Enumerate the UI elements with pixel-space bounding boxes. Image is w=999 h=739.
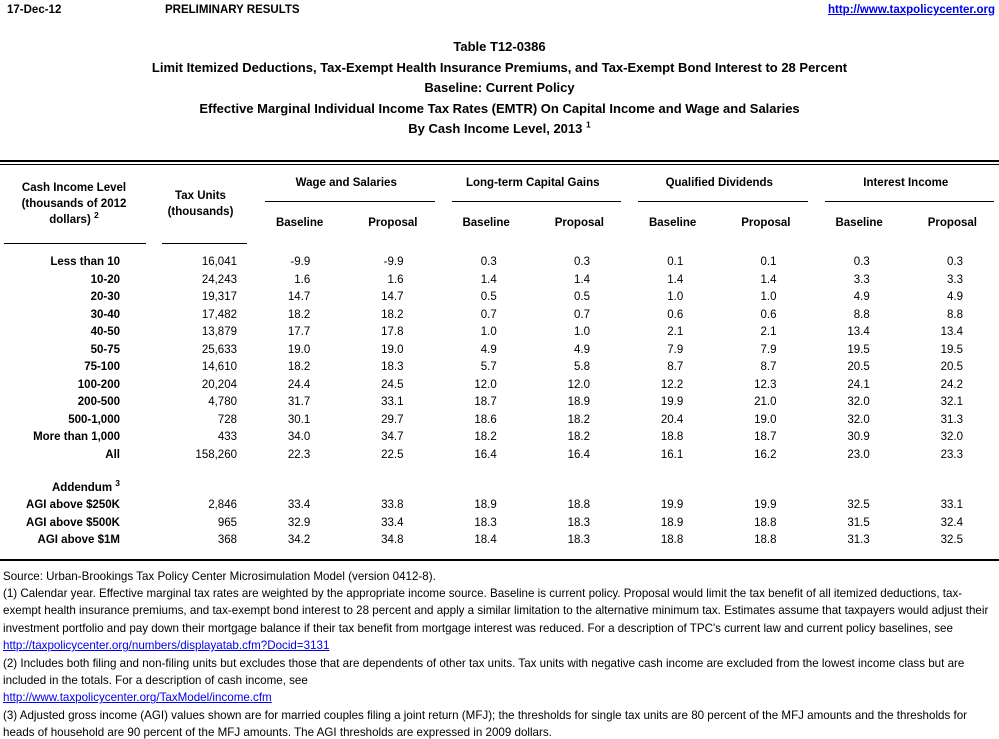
cell: 30.1 [287,413,311,426]
cell: 0.5 [480,291,497,303]
cell: 16.4 [567,448,590,461]
cell: 3.3 [947,273,963,286]
cell: 8.8 [853,308,870,321]
cell: 4.9 [574,343,590,356]
cell: 33.4 [381,516,404,529]
cell: 0.7 [574,308,590,321]
cell: 18.2 [381,308,404,321]
sub-header-baseline-4: Baseline [648,216,697,229]
cell: 0.6 [667,308,684,321]
cell: 33.4 [287,499,311,511]
cell: 19.9 [660,499,684,511]
cell: 19,317 [201,291,237,303]
cell: 29.7 [381,413,404,426]
cell: 25,633 [201,343,237,356]
cell: 17.8 [381,326,404,338]
cell: 0.3 [853,256,870,268]
title-block [0,37,999,140]
cell: 32.0 [940,431,963,443]
cell: -9.9 [383,256,404,268]
cell: 0.1 [760,256,777,268]
cell: 19.0 [754,413,777,426]
row-label: AGI above $250K [26,499,120,511]
cell: 32.4 [940,516,963,529]
sub-header-proposal-5: Proposal [741,216,791,229]
cell: 1.0 [667,291,684,303]
cell: 0.3 [480,256,497,268]
cell: 18.2 [287,308,311,321]
cell: 4.9 [853,291,870,303]
cell: 2,846 [208,499,237,511]
table-row [0,447,999,465]
cell: 7.9 [760,343,777,356]
cell: 965 [217,516,237,529]
cell: 31.3 [940,413,963,426]
table-row [0,359,999,377]
group-header-interest-income: Interest Income [813,165,999,202]
cell: 32.5 [940,534,963,546]
header-underline [162,243,247,244]
cell: 2.1 [760,326,777,338]
cell: 0.5 [574,291,590,303]
taxpolicycenter-link[interactable]: http://www.taxpolicycenter.org [828,4,995,16]
cell: 32.9 [287,516,311,529]
table-bottom-rule [0,559,999,561]
cell: 4.9 [480,343,497,356]
cell: 16.4 [474,448,497,461]
footnote-2-marker: 2 [94,210,99,221]
row-label: Less than 10 [50,256,120,268]
cell: 14,610 [201,361,237,373]
cell: 16,041 [201,256,237,268]
cell: -9.9 [290,256,311,268]
cell: 18.9 [474,499,497,511]
cell: 31.5 [847,516,870,529]
row-label: AGI above $1M [37,534,120,546]
header-underline [4,243,146,244]
footnote-3-marker: 3 [115,477,120,488]
cell: 5.7 [480,361,497,373]
table-row [0,244,999,272]
sub-header-baseline-0: Baseline [275,216,324,229]
cell: 13.4 [847,326,870,338]
cell: 1.6 [294,273,311,286]
cell: 18.2 [567,413,590,426]
table-row [0,324,999,342]
sub-header-proposal-3: Proposal [554,216,604,229]
preliminary-results-label: PRELIMINARY RESULTS [165,4,300,16]
cell: 18.7 [474,396,497,408]
footnote-2-link[interactable]: http://www.taxpolicycenter.org/TaxModel/income.cfm [3,691,272,705]
cell: 18.4 [474,534,497,546]
table-row [0,429,999,447]
row-label: 500-1,000 [68,413,120,426]
footnotes [0,568,999,739]
sub-header-proposal-7: Proposal [927,216,977,229]
title-baseline-line: Baseline: Current Policy [424,80,575,95]
cell: 18.7 [754,431,777,443]
cell: 4.9 [947,291,963,303]
row-label: 30-40 [90,308,120,321]
cell: 19.0 [381,343,404,356]
sub-header-proposal-1: Proposal [368,216,418,229]
cell: 19.9 [754,499,777,511]
cell: 18.3 [381,361,404,373]
cell: 20,204 [201,378,237,391]
row-label: 20-30 [90,291,120,303]
footnote-1-marker: 1 [586,119,591,130]
footnote-2: (2) Includes both filing and non-filing units but excludes those that are dependents of other tax units. Tax units with negative cash income are excluded from the lowest income class but are included in the totals. For a description of cash income, see [3,656,965,687]
cell: 5.8 [574,361,590,373]
cell: 0.3 [574,256,590,268]
cell: 18.8 [660,431,684,443]
cell: 18.6 [474,413,497,426]
cell: 12.3 [754,378,777,391]
cell: 20.5 [940,361,963,373]
table-header [0,165,999,244]
row-label: 200-500 [77,396,120,408]
cell: 1.0 [760,291,777,303]
cell: 24.4 [287,378,311,391]
cell: 34.0 [287,431,311,443]
cell: 18.3 [567,516,590,529]
cell: 8.8 [947,308,963,321]
sub-header-baseline-6: Baseline [835,216,883,229]
table-row [0,272,999,290]
group-header-long-term-capital-gains: Long-term Capital Gains [440,165,627,202]
table-row [0,342,999,360]
table-body [0,244,999,550]
cell: 18.3 [567,534,590,546]
cell: 8.7 [667,361,684,373]
row-label: 10-20 [90,273,120,286]
cell: 14.7 [381,291,404,303]
cell: 30.9 [847,431,870,443]
cell: 1.4 [667,273,684,286]
cell: 14.7 [287,291,311,303]
cell: 158,260 [195,448,237,461]
cell: 433 [217,431,237,443]
cell: 32.1 [940,396,963,408]
title-policy-line: Limit Itemized Deductions, Tax-Exempt Health Insurance Premiums, and Tax-Exempt Bond Interest to 28 Percent [151,59,848,75]
row-label: 50-75 [90,343,120,356]
cell: 23.3 [940,448,963,461]
cell: 1.6 [387,273,404,286]
cell: 24,243 [201,273,237,286]
row-label: 40-50 [90,326,120,338]
cell: 19.0 [287,343,311,356]
group-header-qualified-dividends: Qualified Dividends [626,165,813,202]
row-label: 75-100 [84,361,120,373]
cell: 12.2 [660,378,684,391]
cell: 1.4 [574,273,590,286]
cell: 16.2 [754,448,777,461]
row-label: All [105,448,120,461]
cell: 32.0 [847,396,870,408]
cell: 0.1 [667,256,684,268]
cell: 8.7 [760,361,777,373]
cell: 24.1 [847,378,870,391]
addendum-label: Addendum $^3$ [52,477,120,494]
cell: 19.5 [847,343,870,356]
cell: 728 [217,413,237,426]
cell: 1.0 [480,326,497,338]
cell: 13,879 [201,326,237,338]
cell: 31.3 [847,534,870,546]
cell: 32.5 [847,499,870,511]
cell: 0.3 [947,256,963,268]
cell: 18.2 [474,431,497,443]
cell: 16.1 [660,448,684,461]
cell: 20.5 [847,361,870,373]
cell: 17.7 [287,326,311,338]
footnote-1-link[interactable]: http://taxpolicycenter.org/numbers/displayatab.cfm?Docid=3131 [3,639,330,653]
cell: 368 [217,534,237,546]
report-date: 17-Dec-12 [7,4,62,16]
cell: 7.9 [667,343,684,356]
cell: 4,780 [208,396,237,408]
cell: 20.4 [660,413,684,426]
cell: 1.4 [760,273,777,286]
group-header-wage-and-salaries: Wage and Salaries [253,165,440,202]
cell: 18.9 [567,396,590,408]
row-label: AGI above $500K [26,516,120,529]
table-row [0,377,999,395]
cell: 33.8 [381,499,404,511]
cell: 22.5 [381,448,404,461]
cell: 19.9 [660,396,684,408]
cell: 34.8 [381,534,404,546]
cell: 32.0 [847,413,870,426]
sub-header-baseline-2: Baseline [462,216,510,229]
table-row [0,307,999,325]
cell: 24.2 [940,378,963,391]
table-number-title: Table T12-0386 [453,39,546,54]
cell: 34.2 [287,534,311,546]
footnote-3: (3) Adjusted gross income (AGI) values shown are for married couples filing a joint return (MFJ); the thresholds for single tax units are 80 percent of the MFJ amounts and the thresholds for heads of household are 90 percent of the MFJ amounts. The AGI thresholds are expressed in 2009 dollars. [3,708,968,739]
row-label: 100-200 [77,378,120,391]
cell: 1.0 [574,326,590,338]
cell: 12.0 [474,378,497,391]
cell: 0.7 [480,308,497,321]
page-header [0,0,999,20]
cell: 23.0 [847,448,870,461]
cell: 12.0 [567,378,590,391]
table-row [0,412,999,430]
cell: 17,482 [201,308,237,321]
footnote-1: (1) Calendar year. Effective marginal tax rates are weighted by the appropriate income source. Baseline is current policy. Proposal would limit the tax benefit of all itemized deductions, tax-exempt health insurance premiums, and tax-exempt bond interest to 28 percent and apply a similar limitation to the alternative minimum tax. Estimates assume that taxpayers would adjust their investment portfolio and pay down their mortgage balance if their tax benefit from mortgage interest was reduced. For a description of TPC's current law and current policy baselines, see [3,586,989,635]
cell: 34.7 [381,431,404,443]
table-row [0,515,999,533]
cell: 18.8 [660,534,684,546]
table-row [0,497,999,515]
cell: 1.4 [480,273,497,286]
cell: 2.1 [667,326,684,338]
emtr-data-table [0,165,999,550]
table-row [0,289,999,307]
cell: 13.4 [940,326,963,338]
cell: 0.6 [760,308,777,321]
column-header-tax-units: Tax Units (thousands) [148,165,253,244]
addendum-header-row [0,477,999,497]
cell: 22.3 [287,448,311,461]
cell: 18.2 [567,431,590,443]
cell: 18.3 [474,516,497,529]
cell: 24.5 [381,378,404,391]
cell: 21.0 [754,396,777,408]
cell: 3.3 [853,273,870,286]
spacer-row [0,464,999,477]
cell: 33.1 [381,396,404,408]
column-header-cash-income-level: Cash Income Level (thousands of 2012 dollars) $^2$ [0,165,148,244]
table-row [0,394,999,412]
cell: 18.8 [754,516,777,529]
cell: 18.8 [754,534,777,546]
cell: 19.5 [940,343,963,356]
source-note: Source: Urban-Brookings Tax Policy Center Microsimulation Model (version 0412-8). [3,569,436,583]
row-label: More than 1,000 [33,431,120,443]
cell: 18.9 [660,516,684,529]
cell: 18.2 [287,361,311,373]
title-income-level-line: By Cash Income Level, 2013 $^1$ [408,119,591,136]
table-row [0,532,999,550]
cell: 31.7 [287,396,311,408]
title-emtr-line: Effective Marginal Individual Income Tax Rates (EMTR) On Capital Income and Wage and Salaries [199,100,800,116]
cell: 33.1 [940,499,963,511]
cell: 18.8 [567,499,590,511]
